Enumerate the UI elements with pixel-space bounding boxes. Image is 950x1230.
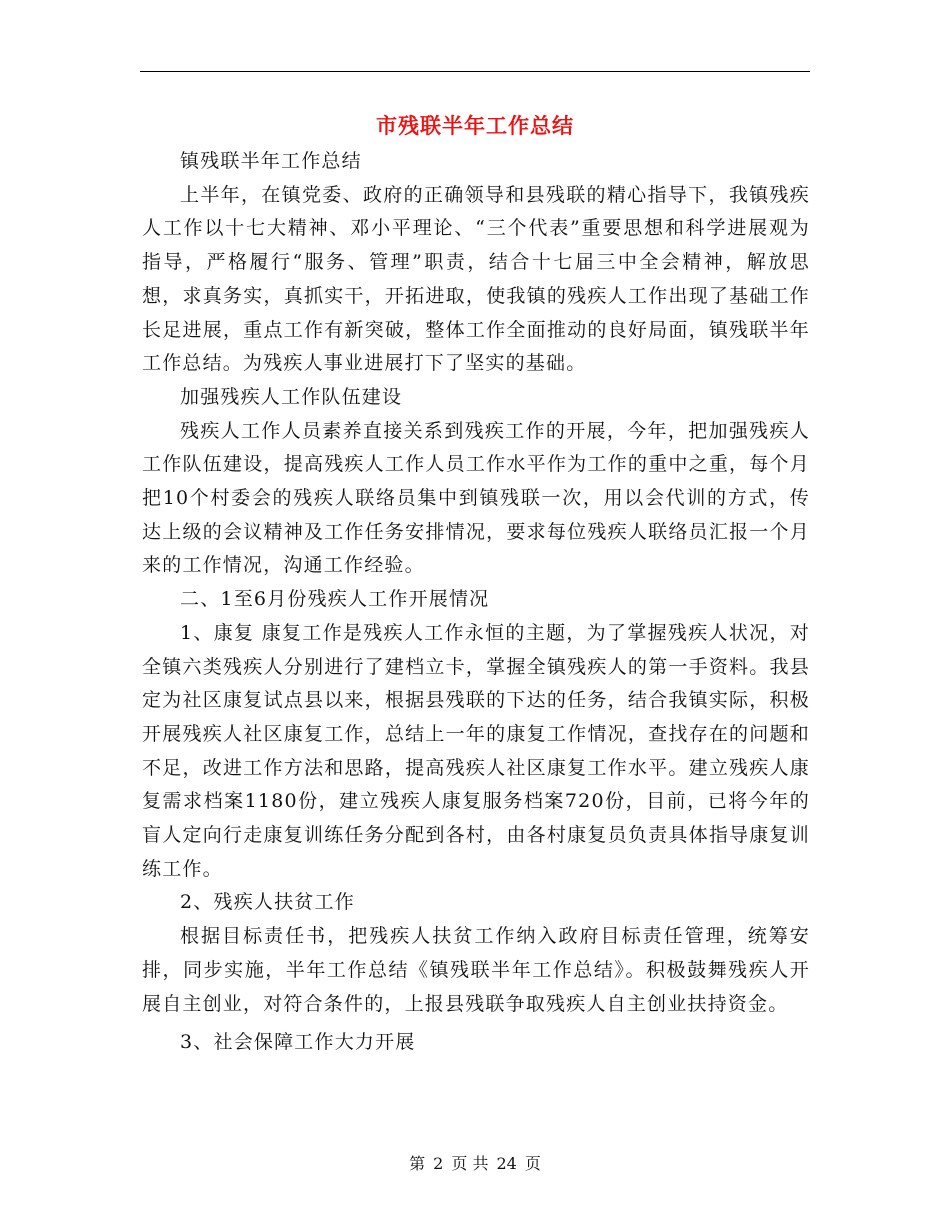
paragraph-heading-poverty: 2、残疾人扶贫工作: [180, 891, 355, 914]
footer-total-pages: 24: [496, 1154, 517, 1173]
footer-page-number: 2: [433, 1154, 444, 1173]
paragraph-heading-security: 3、社会保障工作大力开展: [180, 1031, 416, 1054]
paragraph-intro: 上半年，在镇党委、政府的正确领导和县残联的精心指导下，我镇残疾人工作以十七大精神、邓小平理论、“三个代表”重要思想和科学进展观为指导，严格履行“服务、管理”职责，结合十七届三中全会精神，解放思想，求真务实，真抓实干，开拓进取，使我镇的残疾人工作出现了基础工作长足进展，重点工作有新突破，整体工作全面推动的良好局面，镇残联半年工作总结。为残疾人事业进展打下了坚实的基础。: [142, 183, 810, 375]
footer-middle: 页 共: [451, 1154, 489, 1173]
paragraph-rehab: 1、康复 康复工作是残疾人工作永恒的主题，为了掌握残疾人状况，对全镇六类残疾人分别进行了建档立卡，掌握全镇残疾人的第一手资料。我县定为社区康复试点县以来，根据县残联的下达的任务，结合我镇实际，积极开展残疾人社区康复工作，总结上一年的康复工作情况，查找存在的问题和不足，改进工作方法和思路，提高残疾人社区康复工作水平。建立残疾人康复需求档案1180份，建立残疾人康复服务档案720份，目前，已将今年的盲人定向行走康复训练任务分配到各村，由各村康复员负责具体指导康复训练工作。: [142, 621, 810, 880]
header-rule: [140, 71, 810, 72]
paragraph-team: 残疾人工作人员素养直接关系到残疾工作的开展，今年，把加强残疾人工作队伍建设，提高残疾人工作人员工作水平作为工作的重中之重，每个月把10个村委会的残疾人联络员集中到镇残联一次，用以会代训的方式，传达上级的会议精神及工作任务安排情况，要求每位残疾人联络员汇报一个月来的工作情况，沟通工作经验。: [142, 419, 810, 577]
paragraph-poverty: 根据目标责任书，把残疾人扶贫工作纳入政府目标责任管理，统筹安排，同步实施，半年工作总结《镇残联半年工作总结》。积极鼓舞残疾人开展自主创业，对符合条件的，上报县残联争取残疾人自主创业扶持资金。: [142, 925, 810, 1015]
paragraph-subtitle: 镇残联半年工作总结: [180, 150, 362, 172]
footer-suffix: 页: [524, 1154, 541, 1173]
document-body: [142, 145, 810, 1060]
paragraph-heading-team: 加强残疾人工作队伍建设: [180, 385, 403, 408]
paragraph-heading-progress: 二、1至6月份残疾人工作开展情况: [180, 588, 490, 611]
footer-prefix: 第: [409, 1154, 426, 1173]
page-footer: [0, 1153, 950, 1175]
document-title: 市残联半年工作总结: [376, 113, 574, 138]
